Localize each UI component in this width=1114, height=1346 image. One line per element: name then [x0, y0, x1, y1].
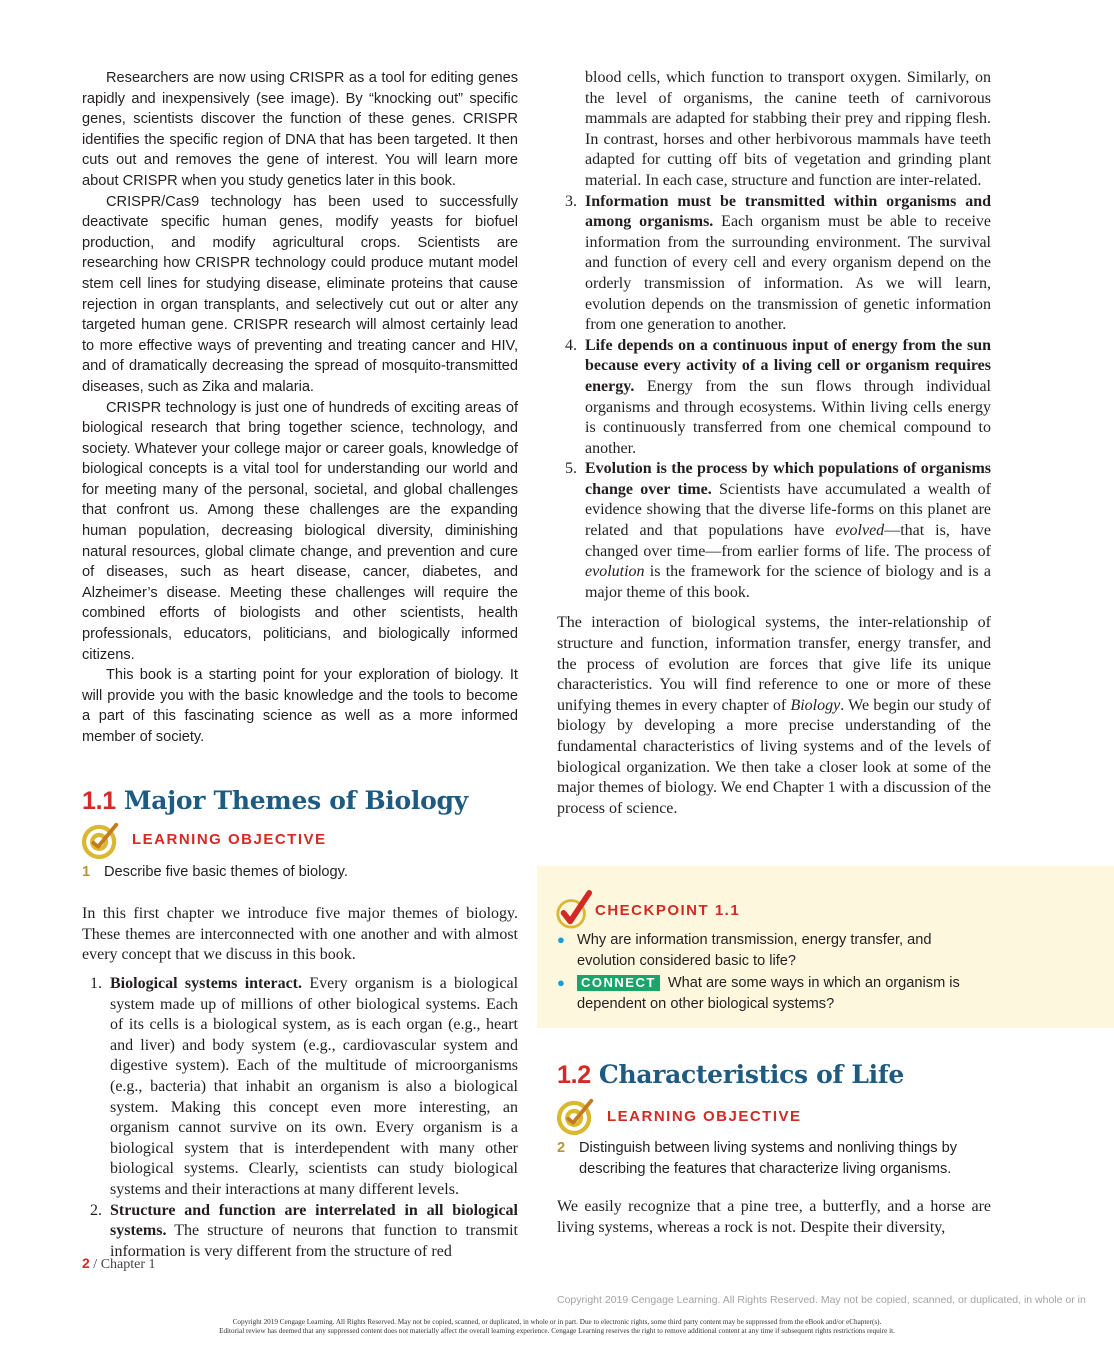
theme-title: Life depends on a continuous input of energy from the sun because every activity of a living cell or organism requires energy. [585, 336, 991, 395]
section-1-2-heading [557, 1060, 991, 1090]
intro-paragraph: Researchers are now using CRISPR as a tool for editing genes rapidly and inexpensively (see image). By “knocking out” specific genes, scientists discover the function of these genes. CRISPR identifies the specific region of DNA that has been targeted. It then cuts out and removes the gene of interest. You will learn more about CRISPR when you study genetics later in this book. [82, 70, 518, 189]
theme-text: —that is, have changed over time—from earlier forms of life. The process of [585, 522, 991, 560]
objective-text: Describe five basic themes of biology. [104, 863, 348, 880]
section-intro: We easily recognize that a pine tree, a butterfly, and a horse are living systems, whereas a rock is not. Despite their diversity, [557, 1198, 991, 1236]
theme-text: Scientists have accumulated a wealth of evidence showing that the diverse life-forms on this planet are related and that populations have [585, 480, 991, 540]
theme-text: The structure of neurons that function to transmit information is very different from the structure of red [110, 1222, 518, 1260]
themes-list-continued [557, 68, 991, 603]
intro-paragraph: CRISPR technology is just one of hundreds of exciting areas of biological research that bring together science, technology, and society. Whatever your college major or career goals, knowledge of biological concepts is a vital tool for understanding our world and for meeting many of the personal, societal, and global challenges that confront us. Among these challenges are the expanding human population, decreasing biological diversity, diminishing natural resources, global climate change, and prevention and cure of diseases, such as heart disease, cancer, diabetes, and Alzheimer’s disease. Meeting these challenges will require the combined efforts of biologists and other scientists, health professionals, educators, politicians, and biologically informed citizens. [82, 399, 518, 663]
learning-objective-header [82, 820, 518, 860]
theme-title: Structure and function are interrelated in all biological systems. [110, 1201, 518, 1240]
checkmark-icon [555, 890, 593, 930]
list-item [557, 68, 991, 192]
copyright-line: Editorial review has deemed that any suppressed content does not materially affect the overall learning experience. Cengage Learning reserves the right to remove additional content at any time if subsequent rights restrictions require it. [219, 1327, 895, 1335]
section-title: Major Themes of Biology [123, 785, 468, 815]
intro-paragraph: CRISPR/Cas9 technology has been used to successfully deactivate specific human genes, modify yeasts for biofuel production, and modify agricultural crops. Scientists are researching how CRISPR technology could produce mutant model stem cell lines for studying disease, eliminate proteins that cause rejection in organ transplants, and selectively cut out or alter any targeted human gene. CRISPR research will almost certainly lead to more effective ways of preventing and treating cancer and HIV, and of dramatically decreasing the spread of mosquito-transmitted diseases, such as Zika and malaria. [82, 193, 518, 395]
section-number: 1.1 [82, 786, 116, 815]
objective-number: 2 [557, 1140, 566, 1156]
learning-objective-label: LEARNING OBJECTIVE [132, 831, 327, 849]
target-icon [555, 1095, 597, 1137]
footer-separator: / [89, 1257, 101, 1272]
list-item [557, 192, 991, 336]
objective-number: 1 [82, 863, 91, 880]
list-item [557, 336, 991, 460]
learning-objective-item [557, 1138, 991, 1179]
item-number: 3. [565, 192, 577, 210]
section-title: Characteristics of Life [598, 1060, 904, 1089]
list-item [82, 974, 518, 1201]
bullet-icon: ● [557, 932, 565, 947]
question-text: What are some ways in which an organism is dependent on other biological systems? [577, 975, 960, 1012]
theme-italic: evolution [585, 563, 645, 581]
list-item [557, 930, 977, 971]
learning-objective-label: LEARNING OBJECTIVE [607, 1107, 802, 1125]
theme-title: Biological systems interact. [110, 974, 303, 992]
page-footer [82, 1255, 156, 1273]
list-item [557, 973, 977, 1014]
section-number: 1.2 [557, 1061, 591, 1089]
book-title: Biology [790, 696, 841, 714]
summary-paragraph [557, 613, 991, 819]
checkpoint-header [555, 890, 740, 930]
theme-italic: evolved [835, 522, 885, 540]
item-number: 5. [565, 460, 577, 478]
left-column [82, 68, 518, 1262]
copyright-notice [0, 1318, 1114, 1336]
summary-text: The interaction of biological systems, the inter-relationship of structure and function, information transfer, energy transfer, and the process of evolution are forces that give life its unique characteristics. You will find reference to one or more of these unifying themes in every chapter of [557, 614, 991, 714]
bullet-icon: ● [557, 975, 565, 991]
checkpoint-box [537, 866, 1114, 1028]
learning-objective-header [557, 1096, 991, 1136]
item-number: 4. [565, 336, 577, 354]
copyright-watermark: Copyright 2019 Cengage Learning. All Rights Reserved. May not be copied, scanned, or duplicated, in whole or in [557, 1294, 1086, 1306]
theme-text: blood cells, which function to transport oxygen. Similarly, on the level of organisms, the canine teeth of carnivorous mammals are adapted for stabbing their prey and ripping flesh. In contrast, horses and other herbivorous mammals have teeth adapted for cutting off bits of vegetation and grinding plant material. In each case, structure and function are inter-related. [585, 69, 991, 189]
list-item [557, 459, 991, 603]
checkpoint-label: CHECKPOINT 1.1 [595, 901, 741, 919]
section-1-2 [557, 1060, 991, 1238]
chapter-label: Chapter 1 [100, 1257, 156, 1272]
question-text: Why are information transmission, energy transfer, and evolution considered basic to life? [577, 932, 932, 969]
themes-list [82, 974, 518, 1262]
theme-title: Information must be transmitted within organisms and among organisms. [585, 192, 991, 231]
list-item [82, 1201, 518, 1263]
theme-text: Every organism is a biological system made up of millions of other biological systems. Each of its cells is a biological system, as is each organ (e.g., heart and liver) and body system (e.g., cardiovascular system and digestive system). Each of the multitude of microorganisms (e.g., bacteria) that inhabit an organism is also a biological system. Making this concept even more interesting, an organism cannot survive on its own. Every organism is a biological system that is interdependent with many other biological systems. Clearly, scientists can study biological systems and their interactions at many different levels. [110, 974, 519, 1198]
item-number: 1. [90, 974, 102, 992]
objective-text: Distinguish between living systems and nonliving things by describing the features that characterize living organisms. [579, 1140, 958, 1177]
right-column [557, 68, 991, 819]
theme-text: Energy from the sun flows through individual organisms and through ecosystems. Within living cells energy is continuously transferred from one chemical compound to another. [585, 377, 991, 457]
theme-title: Evolution is the process by which populations of organisms change over time. [585, 460, 991, 498]
copyright-line: Copyright 2019 Cengage Learning. All Rights Reserved. May not be copied, scanned, or duplicated, in whole or in part. Due to electronic rights, some third party content may be suppressed from the eBook and/or eChapter(s). [232, 1318, 882, 1326]
item-number: 2. [90, 1201, 102, 1219]
intro-paragraph: This book is a starting point for your exploration of biology. It will provide you with the basic knowledge and the tools to become a part of this fascinating science as well as a more informed member of society. [82, 667, 518, 745]
summary-text: . We begin our study of biology by developing a more precise understanding of the fundamental characteristics of living systems and of the levels of biological organization. We then take a closer look at some of the major themes of biology. We end Chapter 1 with a discussion of the process of science. [557, 696, 991, 817]
section-1-1-heading [82, 786, 518, 816]
theme-text: is the framework for the science of biology and is a major theme of this book. [585, 563, 991, 601]
theme-text: Each organism must be able to receive information from the surrounding environment. The survival and function of every cell and every organism depend on the orderly transmission of information. As we will learn, evolution depends on the transmission of genetic information from one generation to another. [585, 213, 991, 334]
section-intro: In this first chapter we introduce five major themes of biology. These themes are interconnected with one another and with almost every concept that we discuss in this book. [82, 905, 518, 964]
checkpoint-questions [557, 930, 977, 1016]
learning-objective-item [82, 862, 518, 883]
target-icon [80, 819, 122, 861]
connect-badge: CONNECT [577, 975, 660, 991]
intro-text [82, 68, 518, 748]
page-number: 2 [82, 1255, 90, 1271]
